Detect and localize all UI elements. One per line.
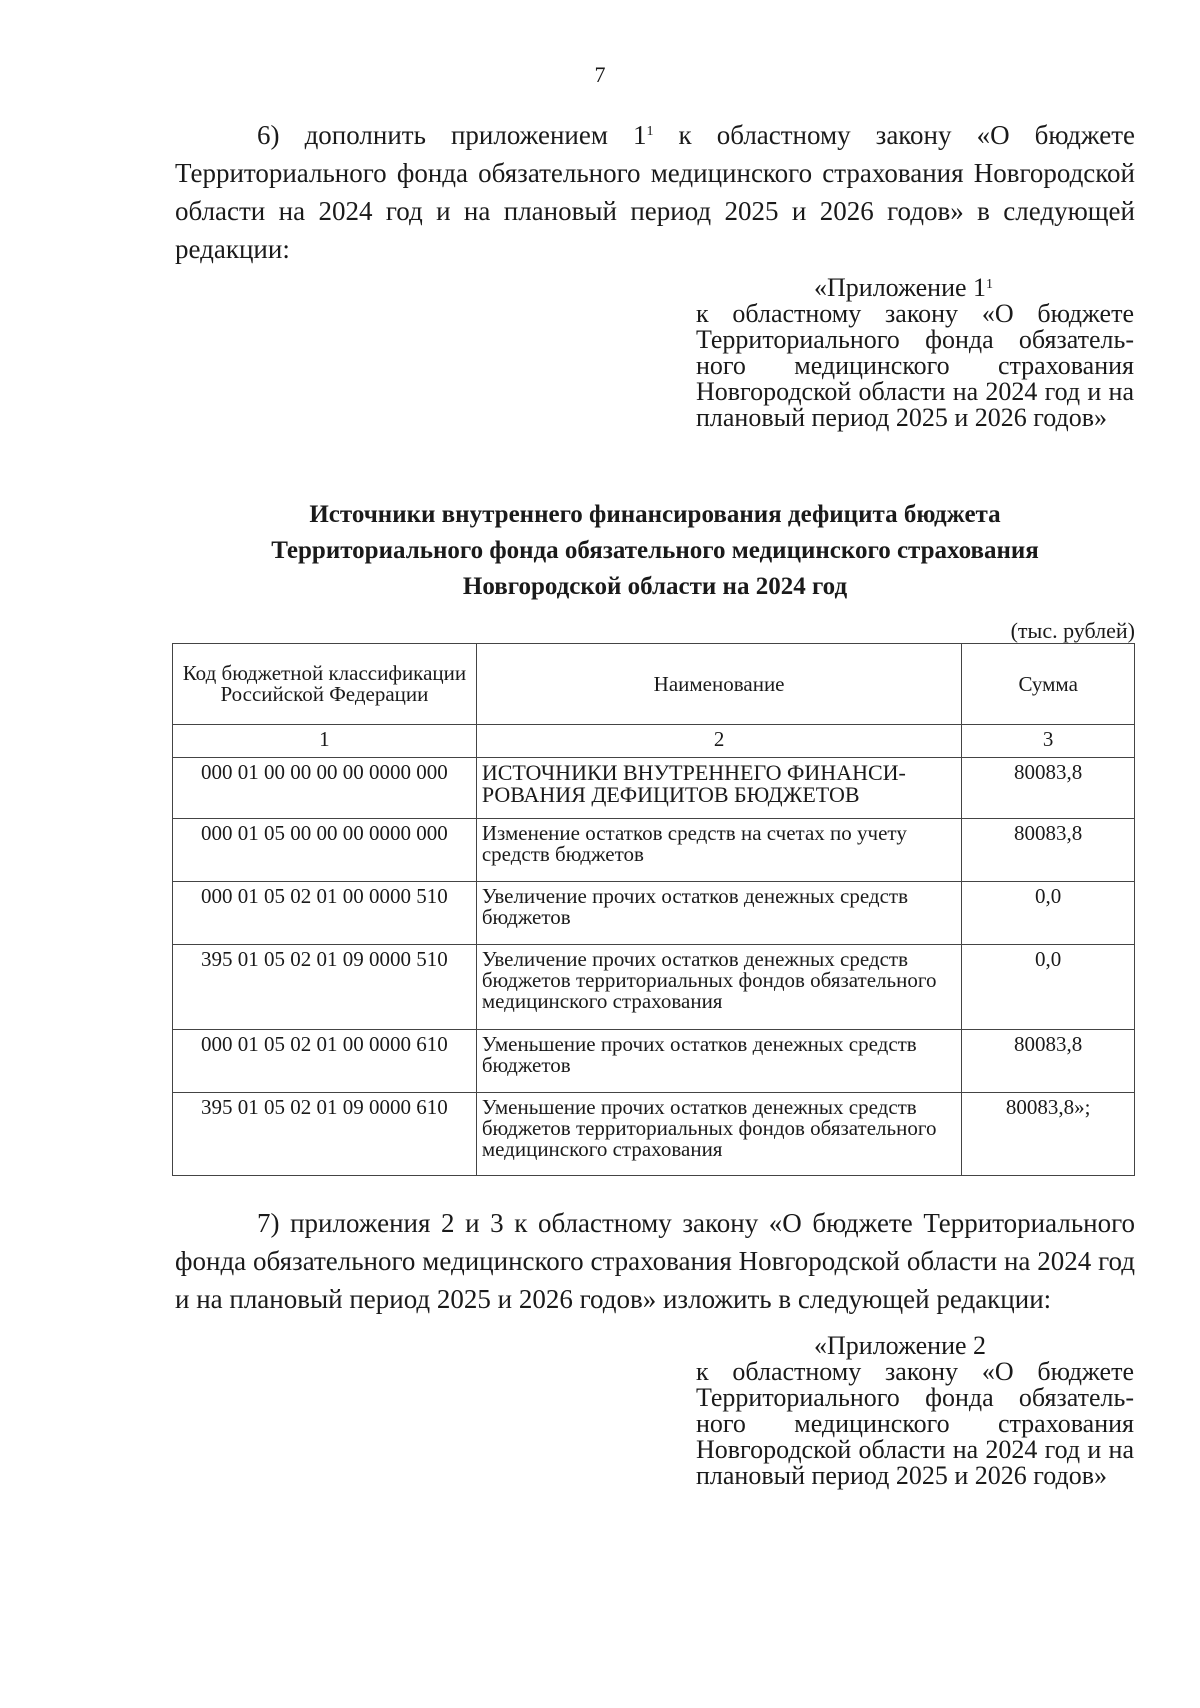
annex-2-body: к областному закону «О бюджете Территориального фонда обязатель-ного медицинского страхования Новгородской области на 2024 год и на плановый период 2025 и 2026 годов» [696, 1357, 1134, 1490]
table-header-row [173, 644, 1135, 725]
paragraph-6 [175, 116, 1135, 268]
paragraph-6-superscript: 1 [646, 124, 654, 139]
annex-2-caption [696, 1333, 1134, 1489]
row-name: Увеличение прочих остатков денежных средств бюджетов [476, 882, 962, 945]
index-cell-3: 3 [962, 725, 1135, 758]
table-row [173, 819, 1135, 882]
row-code: 395 01 05 02 01 09 0000 610 [173, 1093, 477, 1176]
row-sum: 80083,8 [962, 758, 1135, 819]
index-cell-1: 1 [173, 725, 477, 758]
row-code: 000 01 00 00 00 00 0000 000 [173, 758, 477, 819]
annex-1-title-superscript: 1 [986, 277, 994, 292]
table-index-row [173, 725, 1135, 758]
heading-line-2: Территориального фонда обязательного медицинского страхования [271, 537, 1039, 564]
row-name: Уменьшение прочих остатков денежных средств бюджетов [476, 1030, 962, 1093]
row-sum: 80083,8 [962, 1030, 1135, 1093]
header-name: Наименование [476, 644, 962, 725]
table-row [173, 1030, 1135, 1093]
annex-1-title-text: «Приложение 1 [814, 273, 987, 302]
row-name: Уменьшение прочих остатков денежных средств бюджетов территориальных фондов обязательного медицинского страхования [476, 1093, 962, 1176]
annex-2-title: «Приложение 2 [814, 1331, 987, 1360]
row-sum: 0,0 [962, 945, 1135, 1030]
heading-line-1: Источники внутреннего финансирования дефицита бюджета [309, 501, 1001, 528]
row-code: 000 01 05 00 00 00 0000 000 [173, 819, 477, 882]
paragraph-6-lead: 6) дополнить приложением 1 [257, 120, 647, 150]
row-sum: 80083,8 [962, 819, 1135, 882]
table-row [173, 882, 1135, 945]
index-cell-2: 2 [476, 725, 962, 758]
paragraph-6-rest: к областному закону «О бюджете Территориального фонда обязательного медицинского страхования Новгородской области на 2024 год и на плановый период 2025 и 2026 годов» в следующей редакции: [175, 120, 1135, 264]
annex-1-body: к областному закону «О бюджете Территориального фонда обязатель-ного медицинского страхования Новгородской области на 2024 год и на плановый период 2025 и 2026 годов» [696, 299, 1134, 432]
row-code: 000 01 05 02 01 00 0000 510 [173, 882, 477, 945]
section-heading [175, 497, 1135, 605]
row-code: 395 01 05 02 01 09 0000 510 [173, 945, 477, 1030]
table-row [173, 1093, 1135, 1176]
paragraph-7: 7) приложения 2 и 3 к областному закону «О бюджете Территориального фонда обязательного медицинского страхования Новгородской области на 2024 год и на плановый период 2025 и 2026 годов» изложить в следующей редакции: [175, 1208, 1135, 1314]
header-code: Код бюджетной классификации Российской Федерации [173, 644, 477, 725]
row-name: Изменение остатков средств на счетах по учету средств бюджетов [476, 819, 962, 882]
row-name: Увеличение прочих остатков денежных средств бюджетов территориальных фондов обязательного медицинского страхования [476, 945, 962, 1030]
row-sum: 80083,8»; [962, 1093, 1135, 1176]
row-sum: 0,0 [962, 882, 1135, 945]
financing-sources-table [172, 643, 1135, 1176]
table-row [173, 945, 1135, 1030]
row-name: ИСТОЧНИКИ ВНУТРЕННЕГО ФИНАНСИ-РОВАНИЯ ДЕФИЦИТОВ БЮДЖЕТОВ [476, 758, 962, 819]
row-code: 000 01 05 02 01 00 0000 610 [173, 1030, 477, 1093]
annex-1-title [696, 275, 1134, 301]
page-number: 7 [594, 62, 606, 87]
header-sum: Сумма [962, 644, 1135, 725]
heading-line-3: Новгородской области на 2024 год [462, 573, 848, 600]
table-unit-note: (тыс. рублей) [1010, 618, 1135, 643]
annex-1-caption [696, 275, 1134, 431]
table-row [173, 758, 1135, 819]
